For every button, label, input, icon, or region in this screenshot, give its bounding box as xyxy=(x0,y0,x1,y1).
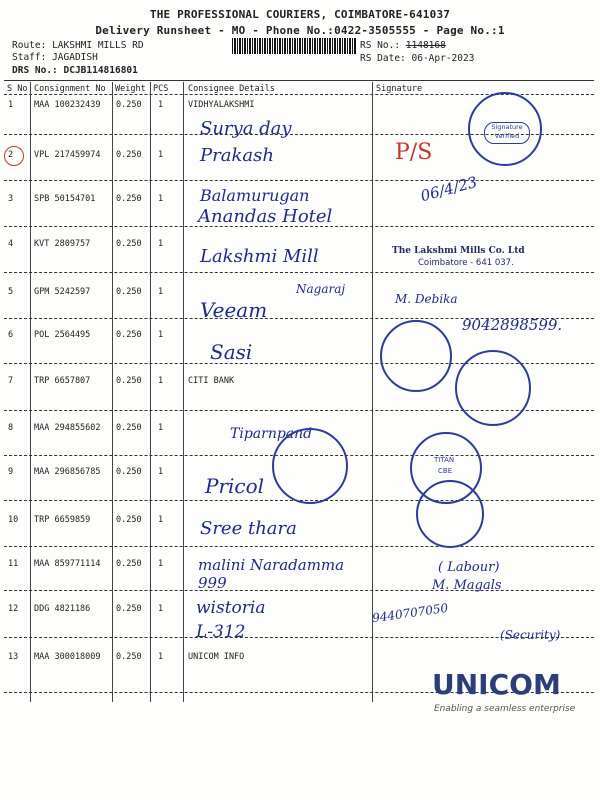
unicom-logo: UNICOM xyxy=(432,668,561,701)
row-sno: 3 xyxy=(8,194,14,204)
row-divider xyxy=(4,180,594,181)
handwritten-consignee: Balamurugan xyxy=(200,186,310,205)
row-pcs: 1 xyxy=(158,515,164,525)
row-highlight-circle xyxy=(4,146,24,166)
handwritten-phone: 9440707050 xyxy=(371,600,449,626)
handwritten-role: (Security) xyxy=(500,628,561,642)
handwritten-consignee: wistoria xyxy=(196,598,266,618)
row-weight: 0.250 xyxy=(116,467,142,477)
col-divider xyxy=(150,82,151,702)
row-sno: 13 xyxy=(8,652,19,662)
row-weight: 0.250 xyxy=(116,423,142,433)
row-weight: 0.250 xyxy=(116,287,142,297)
row-consignee: VIDHYALAKSHMI xyxy=(188,100,255,110)
stamp-text: Verified xyxy=(494,132,520,140)
row-consignment: GPM 5242597 xyxy=(34,287,91,297)
rs-no-label: RS No.: xyxy=(360,40,401,51)
handwritten-consignee: Pricol xyxy=(205,474,265,498)
row-consignment: MAA 296856785 xyxy=(34,467,101,477)
row-consignment: MAA 100232439 xyxy=(34,100,101,110)
row-consignment: MAA 294855602 xyxy=(34,423,101,433)
rs-date-label: RS Date: xyxy=(360,53,406,64)
handwritten-consignee: L-312 xyxy=(196,622,246,642)
row-weight: 0.250 xyxy=(116,604,142,614)
signature-verified-stamp xyxy=(468,92,542,166)
date-signature: 06/4/23 xyxy=(418,172,480,206)
row-weight: 0.250 xyxy=(116,376,142,386)
handwritten-consignee: Sasi xyxy=(210,340,253,364)
citi-bank-stamp xyxy=(455,350,531,426)
drs-label: DRS No.: xyxy=(12,65,58,76)
route-label: Route: xyxy=(12,40,47,51)
row-sno: 5 xyxy=(8,287,14,297)
row-consignee: CITI BANK xyxy=(188,376,235,386)
col-divider xyxy=(372,82,373,702)
handwritten-consignee: malini Naradamma xyxy=(198,556,345,574)
drs-line xyxy=(12,65,138,76)
rs-no-value: 1148168 xyxy=(405,40,446,51)
col-divider xyxy=(112,82,113,702)
row-sno: 6 xyxy=(8,330,14,340)
rs-date-value: 06-Apr-2023 xyxy=(411,53,475,64)
handwritten-consignee: Anandas Hotel xyxy=(198,206,333,227)
col-divider xyxy=(183,82,184,702)
row-pcs: 1 xyxy=(158,287,164,297)
drs-value: DCJB114816801 xyxy=(63,65,138,76)
row-sno: 11 xyxy=(8,559,19,569)
route-line xyxy=(12,40,144,51)
row-sno: 9 xyxy=(8,467,14,477)
row-pcs: 1 xyxy=(158,559,164,569)
row-divider xyxy=(4,272,594,273)
row-weight: 0.250 xyxy=(116,194,142,204)
row-consignment: VPL 217459974 xyxy=(34,150,101,160)
handwritten-consignee: Sree thara xyxy=(200,518,297,539)
lakshmi-mills-stamp: The Lakshmi Mills Co. Ltd xyxy=(392,246,525,256)
handwritten-consignee: Nagaraj xyxy=(296,282,346,296)
row-sno: 2 xyxy=(8,150,14,160)
row-pcs: 1 xyxy=(158,330,164,340)
handwritten-role: ( Labour) xyxy=(438,560,500,575)
col-header-consignee: Consignee Details xyxy=(188,84,275,94)
handwritten-consignee: Surya day xyxy=(200,118,292,139)
ps-mark: P/S xyxy=(395,140,433,165)
row-consignment: POL 2564495 xyxy=(34,330,91,340)
row-sno: 7 xyxy=(8,376,14,386)
row-weight: 0.250 xyxy=(116,239,142,249)
handwritten-phone: 9042898599. xyxy=(462,316,563,334)
rs-no-line xyxy=(360,40,446,51)
handwritten-consignee: 999 xyxy=(198,574,227,592)
row-consignment: TRP 6657807 xyxy=(34,376,91,386)
handwritten-consignee: Veeam xyxy=(200,298,268,322)
stamp-text: TITAN xyxy=(434,456,455,464)
stamp-text: CBE xyxy=(438,467,453,475)
row-pcs: 1 xyxy=(158,467,164,477)
row-sno: 12 xyxy=(8,604,19,614)
row-sno: 8 xyxy=(8,423,14,433)
row-weight: 0.250 xyxy=(116,100,142,110)
row-weight: 0.250 xyxy=(116,559,142,569)
row-consignment: KVT 2809757 xyxy=(34,239,91,249)
route-value: LAKSHMI MILLS RD xyxy=(52,40,144,51)
table-top-rule xyxy=(4,80,594,81)
row-consignment: MAA 859771114 xyxy=(34,559,101,569)
row-weight: 0.250 xyxy=(116,652,142,662)
col-divider xyxy=(30,82,31,702)
handwritten-consignee: Lakshmi Mill xyxy=(200,246,319,267)
col-header-sno: S No xyxy=(7,84,28,94)
row-consignment: SPB 50154701 xyxy=(34,194,96,204)
row-consignment: DDG 4821186 xyxy=(34,604,91,614)
lakshmi-mills-address: Coimbatore - 641 037. xyxy=(418,258,514,268)
row-consignment: MAA 300018009 xyxy=(34,652,101,662)
row-pcs: 1 xyxy=(158,423,164,433)
staff-label: Staff: xyxy=(12,52,47,63)
unicom-tagline: Enabling a seamless enterprise xyxy=(434,704,576,714)
row-pcs: 1 xyxy=(158,100,164,110)
row-pcs: 1 xyxy=(158,652,164,662)
col-header-pcs: PCS xyxy=(153,84,169,94)
handwritten-consignee: Prakash xyxy=(200,145,274,166)
handwritten-signature: M. Magals xyxy=(432,578,502,593)
handwritten-consignee: Tiparnpand xyxy=(230,426,313,442)
row-pcs: 1 xyxy=(158,150,164,160)
row-consignment: TRP 6659859 xyxy=(34,515,91,525)
row-sno: 1 xyxy=(8,100,14,110)
runsheet-subtitle: Delivery Runsheet - MO - Phone No.:0422-3505555 - Page No.:1 xyxy=(95,24,505,37)
row-pcs: 1 xyxy=(158,194,164,204)
advertising-company-stamp xyxy=(380,320,452,392)
staff-value: JAGADISH xyxy=(52,52,98,63)
row-sno: 10 xyxy=(8,515,19,525)
company-title: THE PROFESSIONAL COURIERS, COIMBATORE-641037 xyxy=(149,8,451,21)
row-weight: 0.250 xyxy=(116,515,142,525)
stamp-text: Signature xyxy=(491,123,523,131)
row-consignee: UNICOM INFO xyxy=(188,652,245,662)
row-weight: 0.250 xyxy=(116,330,142,340)
col-header-signature: Signature xyxy=(376,84,423,94)
rs-date-line xyxy=(360,53,474,64)
receiver-stamp xyxy=(416,480,484,548)
row-divider xyxy=(4,590,594,591)
row-weight: 0.250 xyxy=(116,150,142,160)
row-pcs: 1 xyxy=(158,376,164,386)
col-header-consignment: Consignment No xyxy=(34,84,106,94)
row-sno: 4 xyxy=(8,239,14,249)
row-pcs: 1 xyxy=(158,239,164,249)
row-pcs: 1 xyxy=(158,604,164,614)
staff-line xyxy=(12,52,98,63)
barcode xyxy=(232,38,356,54)
pricol-logistics-stamp xyxy=(272,428,348,504)
row-divider xyxy=(4,546,594,547)
col-header-weight: Weight xyxy=(115,84,146,94)
handwritten-signature: M. Debika xyxy=(395,292,458,306)
